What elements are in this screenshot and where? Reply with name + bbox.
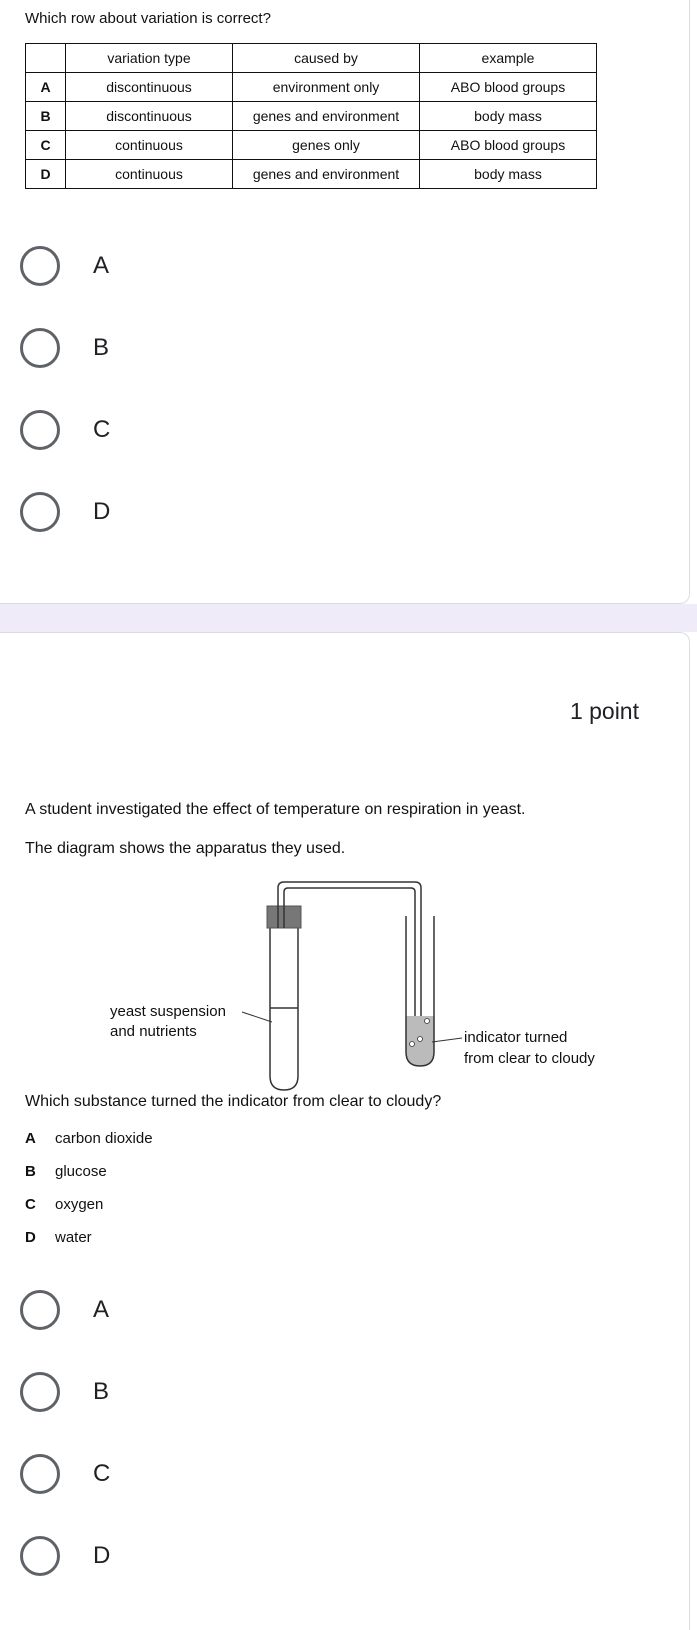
label-leader-line xyxy=(242,1012,272,1022)
table-cell: genes and environment xyxy=(233,102,420,131)
radio-button[interactable] xyxy=(20,328,60,368)
q1-option-b[interactable] xyxy=(20,326,320,370)
table-cell: C xyxy=(26,131,66,160)
q2-option-b[interactable] xyxy=(20,1370,320,1414)
q1-option-a[interactable] xyxy=(20,244,320,288)
choice-key: A xyxy=(25,1130,36,1147)
card-separator xyxy=(0,604,697,632)
question-1-image-title: Which row about variation is correct? xyxy=(25,10,271,27)
radio-button[interactable] xyxy=(20,246,60,286)
table-cell: environment only xyxy=(233,73,420,102)
table-cell: body mass xyxy=(420,102,597,131)
answer-choice xyxy=(25,1130,153,1147)
table-header-cell: example xyxy=(420,44,597,73)
table-cell: discontinuous xyxy=(66,73,233,102)
diagram-label: indicator turned xyxy=(464,1029,568,1046)
table-header-row xyxy=(26,44,597,73)
question-card-1 xyxy=(0,0,690,604)
question-2-prompt: Which substance turned the indicator from clear to cloudy? xyxy=(25,1093,442,1110)
q2-option-c[interactable] xyxy=(20,1452,320,1496)
right-test-tube xyxy=(406,916,434,1066)
table-row xyxy=(26,73,597,102)
q1-option-c[interactable] xyxy=(20,408,320,452)
option-label: A xyxy=(93,1296,110,1323)
diagram-label: from clear to cloudy xyxy=(464,1050,595,1067)
choice-text: water xyxy=(55,1229,92,1246)
option-label: B xyxy=(93,334,110,361)
table-cell: body mass xyxy=(420,160,597,189)
table-header-cell: variation type xyxy=(66,44,233,73)
table-cell: A xyxy=(26,73,66,102)
q2-option-a[interactable] xyxy=(20,1288,320,1332)
table-cell: continuous xyxy=(66,160,233,189)
option-label: D xyxy=(93,1542,111,1569)
points-label: 1 point xyxy=(569,698,639,724)
radio-button[interactable] xyxy=(20,1372,60,1412)
radio-button[interactable] xyxy=(20,1290,60,1330)
table-cell: ABO blood groups xyxy=(420,131,597,160)
radio-button[interactable] xyxy=(20,1536,60,1576)
diagram-label: and nutrients xyxy=(110,1023,197,1040)
q1-option-d[interactable] xyxy=(20,490,320,534)
table-cell: genes only xyxy=(233,131,420,160)
choice-text: oxygen xyxy=(55,1196,104,1213)
answer-choice xyxy=(25,1163,107,1180)
table-cell: D xyxy=(26,160,66,189)
choice-key: C xyxy=(25,1196,36,1213)
question-card-2 xyxy=(0,632,690,1630)
radio-button[interactable] xyxy=(20,1454,60,1494)
answer-choice xyxy=(25,1196,103,1213)
left-test-tube xyxy=(270,916,298,1090)
respiration-apparatus-diagram xyxy=(100,876,640,1096)
question-2-diagram-caption: The diagram shows the apparatus they used. xyxy=(25,840,346,857)
variation-table xyxy=(25,43,597,189)
option-label: B xyxy=(93,1378,110,1405)
table-cell: genes and environment xyxy=(233,160,420,189)
table-row xyxy=(26,160,597,189)
table-cell: continuous xyxy=(66,131,233,160)
diagram-label: yeast suspension xyxy=(110,1003,226,1020)
label-leader-line xyxy=(432,1038,462,1042)
question-2-intro: A student investigated the effect of temperature on respiration in yeast. xyxy=(25,801,526,818)
option-label: D xyxy=(93,498,111,525)
table-cell: B xyxy=(26,102,66,131)
table-cell: ABO blood groups xyxy=(420,73,597,102)
option-label: A xyxy=(93,252,110,279)
choice-key: B xyxy=(25,1163,36,1180)
table-header-cell: caused by xyxy=(233,44,420,73)
table-cell: discontinuous xyxy=(66,102,233,131)
q2-option-d[interactable] xyxy=(20,1534,320,1578)
table-row xyxy=(26,102,597,131)
radio-button[interactable] xyxy=(20,492,60,532)
choice-text: glucose xyxy=(55,1163,107,1180)
table-header-cell xyxy=(26,44,66,73)
choice-key: D xyxy=(25,1229,36,1246)
option-label: C xyxy=(93,1460,111,1487)
option-label: C xyxy=(93,416,111,443)
choice-text: carbon dioxide xyxy=(55,1130,153,1147)
table-row xyxy=(26,131,597,160)
answer-choice xyxy=(25,1229,92,1246)
radio-button[interactable] xyxy=(20,410,60,450)
